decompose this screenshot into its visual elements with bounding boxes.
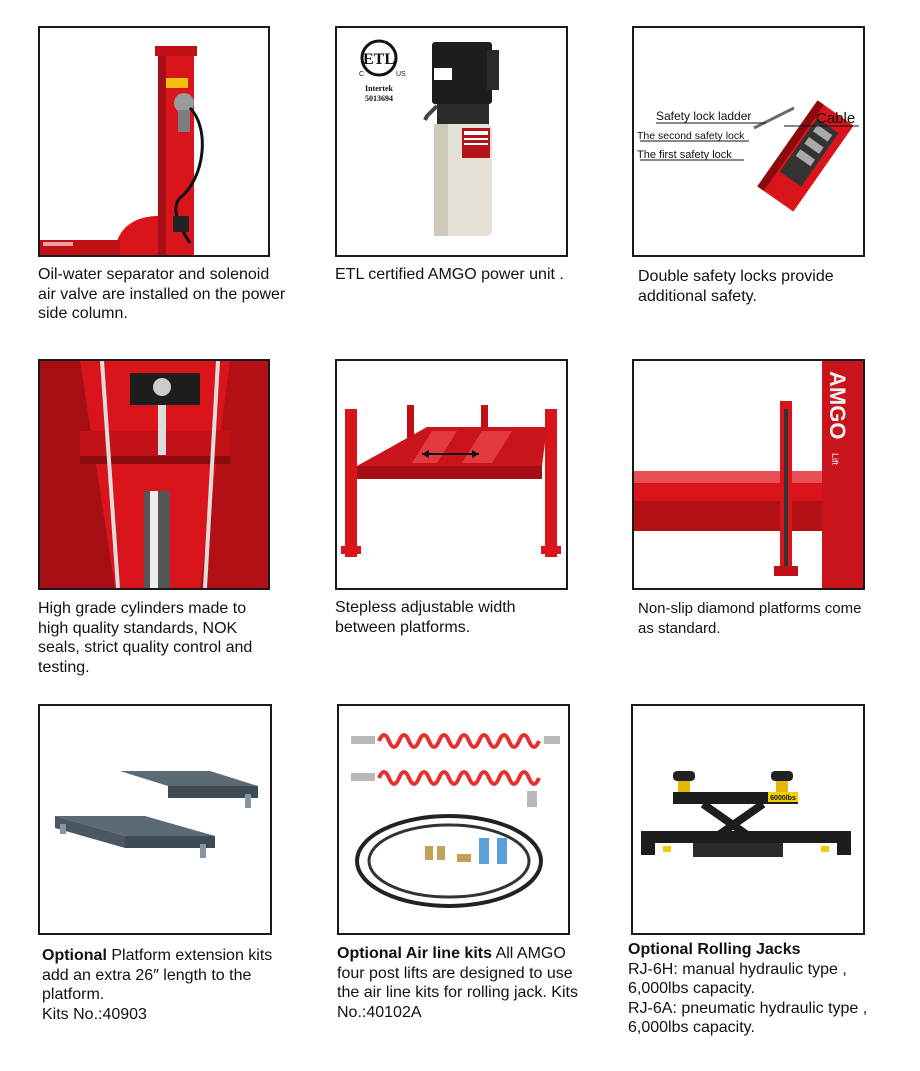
air-line-kits-title: Air line kits	[401, 945, 492, 962]
caption-rolling-jacks	[628, 940, 918, 1038]
caption-extension-kits	[42, 946, 292, 1024]
photo-four-post-lift	[335, 359, 568, 590]
photo-oil-water-separator	[38, 26, 270, 257]
brand-lift: Lift	[830, 453, 840, 466]
air-line-kits-text: All AMGO four post lifts are designed to use the air line kits for rolling jack. Kits No.:40102A	[337, 945, 578, 1021]
etl-number: 5013694	[365, 94, 393, 103]
optional-label: Optional	[42, 947, 107, 964]
extension-kits-number: Kits No.:40903	[42, 1005, 147, 1023]
label-cable: Cable	[816, 110, 856, 127]
photo-power-unit	[335, 26, 568, 257]
optional-label: Optional	[337, 945, 402, 962]
photo-safety-locks	[632, 26, 865, 257]
caption-safety-locks: Double safety locks provide additional safety.	[638, 268, 834, 305]
etl-mark: ETL	[362, 51, 396, 68]
photo-air-line-kits	[337, 704, 570, 935]
photo-rolling-jacks	[631, 704, 865, 935]
rolling-jacks-line-2: 6,000lbs capacity.	[628, 980, 755, 997]
photo-platform-extension-kits	[38, 704, 272, 935]
caption-power-unit: ETL certified AMGO power unit .	[335, 266, 564, 283]
jack-capacity-label: 6000lbs	[770, 795, 796, 802]
label-first-lock: The first safety lock	[637, 149, 732, 161]
photo-cylinders	[38, 359, 270, 590]
caption-cylinders: High grade cylinders made to high quality standards, NOK seals, strict quality control and testing.	[38, 600, 253, 676]
etl-logo	[359, 41, 406, 103]
etl-us: US	[396, 71, 406, 78]
etl-intertek: Intertek	[365, 84, 393, 93]
optional-label: Optional	[628, 941, 693, 958]
brand-amgo: AMGO	[825, 371, 850, 440]
caption-adjustable-width: Stepless adjustable width between platforms.	[335, 599, 516, 636]
caption-air-line-kits	[337, 944, 597, 1022]
extension-kits-text: Platform extension kits add an extra 26″ length to the platform.	[42, 947, 273, 1003]
caption-diamond-platforms: Non-slip diamond platforms come as standard.	[638, 600, 862, 637]
rolling-jacks-line-4: 6,000lbs capacity.	[628, 1019, 755, 1036]
rolling-jacks-title: Rolling Jacks	[692, 941, 801, 958]
photo-diamond-platforms	[632, 359, 865, 590]
label-second-lock: The second safety lock	[637, 130, 745, 142]
label-safety-lock-ladder: Safety lock ladder	[656, 109, 752, 123]
etl-c: C	[359, 71, 365, 78]
rolling-jacks-line-3: RJ-6A: pneumatic hydraulic type ,	[628, 999, 868, 1017]
caption-separator: Oil-water separator and solenoid air valve are installed on the power side column.	[38, 266, 286, 322]
rolling-jacks-line-1: RJ-6H: manual hydraulic type ,	[628, 960, 847, 978]
